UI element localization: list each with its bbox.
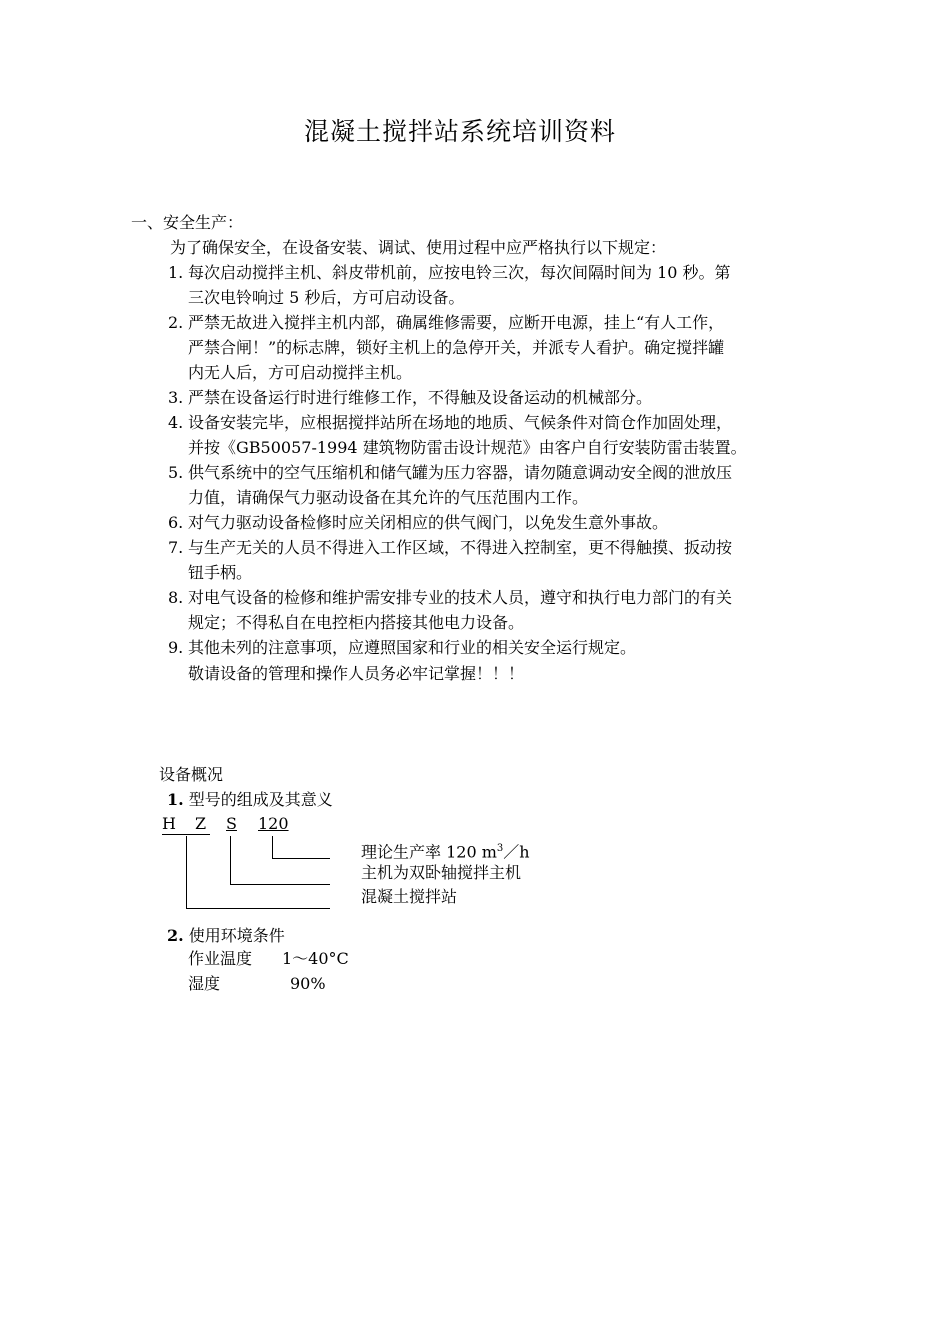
mixer-bracket-vertical [230,836,231,885]
safety-rule-item [163,310,843,385]
model-heading-number: 1. [167,790,184,809]
safety-rule-item [163,635,843,660]
model-letter-h: H [162,814,176,833]
rule-text-line: 其他未列的注意事项，应遵照国家和行业的相关安全运行规定。 [188,638,637,657]
rule-number: 6. [168,513,184,532]
model-capacity-code: 120 [258,814,289,833]
rule-text-line: 设备安装完毕，应根据搅拌站所在场地的地质、气候条件对筒仓作加固处理， [188,413,733,432]
environment-label: 作业温度 [188,949,253,968]
model-letter-s: S [226,814,237,833]
safety-closing: 敬请设备的管理和操作人员务必牢记掌握！！！ [188,664,525,683]
environment-row-humidity [188,972,326,996]
rule-number: 4. [168,413,184,432]
rule-text-line: 对气力驱动设备检修时应关闭相应的供气阀门，以免发生意外事故。 [188,513,669,532]
safety-rule-item [163,260,843,310]
environment-value: 90% [290,974,326,993]
capacity-description: 理论生产率 120 $m^3/h$ [361,842,530,862]
section-heading-safety: 一、安全生产： [131,213,244,232]
rule-text-line: 三次电铃响过 5 秒后，方可启动设备。 [188,288,465,307]
capacity-bracket-vertical [272,836,273,859]
safety-rules-list [163,260,843,660]
safety-rule-item [163,460,843,510]
document-title: 混凝土搅拌站系统培训资料 [303,117,616,146]
safety-rule-item [163,510,843,535]
rule-number: 3. [168,388,184,407]
environment-heading [167,923,285,948]
model-heading [167,787,333,812]
safety-rule-item [163,410,843,460]
section-heading-overview: 设备概况 [159,765,224,784]
rule-text-line: 规定；不得私自在电控柜内搭接其他电力设备。 [188,613,525,632]
rule-text-line: 严禁无故进入搅拌主机内部，确属维修需要，应断开电源，挂上“有人工作， [188,313,725,332]
station-bracket-horizontal [186,908,330,909]
rule-text-line: 严禁在设备运行时进行维修工作，不得触及设备运动的机械部分。 [188,388,653,407]
rule-text-line: 力值，请确保气力驱动设备在其允许的气压范围内工作。 [188,488,589,507]
rule-text-line: 内无人后，方可启动搅拌主机。 [188,363,413,382]
rule-text-line: 每次启动搅拌主机、斜皮带机前，应按电铃三次，每次间隔时间为 10 秒。第 [188,263,731,282]
environment-value: 1～40°C [282,949,349,968]
rule-text-line: 并按《GB50057-1994 建筑物防雷击设计规范》由客户自行安装防雷击装置。 [188,438,747,457]
mixer-description: 主机为双卧轴搅拌主机 [361,863,522,882]
model-heading-text: 型号的组成及其意义 [188,790,333,809]
rule-text-line: 严禁合闸！”的标志牌，锁好主机上的急停开关，并派专人看护。确定搅拌罐 [188,338,725,357]
rule-number: 1. [168,263,184,282]
model-hz-underline [162,834,210,835]
environment-heading-number: 2. [167,926,184,945]
capacity-bracket-horizontal [272,858,330,859]
environment-label: 湿度 [188,974,221,993]
safety-rule-item [163,585,843,635]
station-description: 混凝土搅拌站 [361,887,458,906]
rule-number: 5. [168,463,184,482]
safety-rule-item [163,535,843,585]
rule-number: 9. [168,638,184,657]
rule-text-line: 钮手柄。 [188,563,253,582]
rule-number: 2. [168,313,184,332]
model-letter-z: Z [195,814,207,833]
safety-rule-item [163,385,843,410]
rule-text-line: 供气系统中的空气压缩机和储气罐为压力容器，请勿随意调动安全阀的泄放压 [188,463,733,482]
mixer-bracket-horizontal [230,884,330,885]
safety-intro: 为了确保安全，在设备安装、调试、使用过程中应严格执行以下规定： [170,238,667,257]
station-bracket-vertical [186,836,187,909]
environment-row-temperature [188,947,349,971]
rule-number: 8. [168,588,184,607]
rule-text-line: 对电气设备的检修和维护需安排专业的技术人员，遵守和执行电力部门的有关 [188,588,733,607]
rule-number: 7. [168,538,184,557]
environment-heading-text: 使用环境条件 [188,926,285,945]
rule-text-line: 与生产无关的人员不得进入工作区域，不得进入控制室，更不得触摸、扳动按 [188,538,733,557]
